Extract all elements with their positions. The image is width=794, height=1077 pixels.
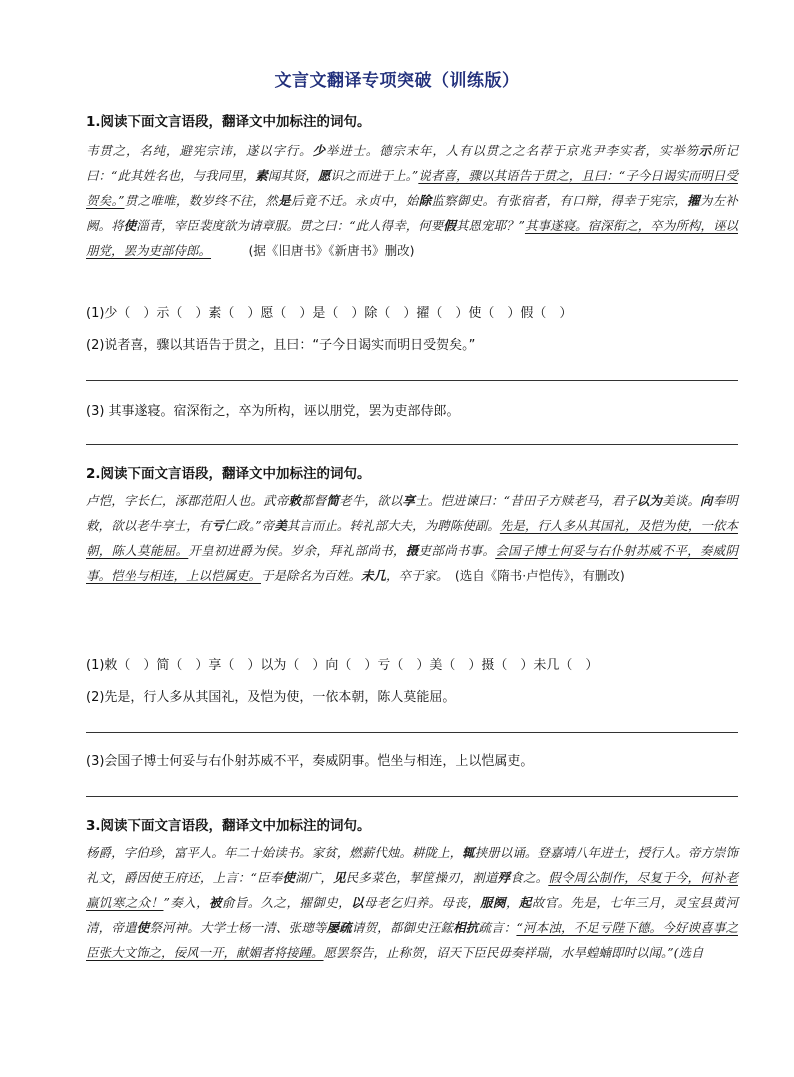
question-1-sentence-2: (2)说者喜，骤以其语告于贯之，且曰：“子今日谒实而明日受贺矣。” bbox=[86, 338, 476, 353]
question-3-passage: 杨爵，字伯珍，富平人。年二十始读书。家贫，燃薪代烛。耕陇上，辄挟册以诵。登嘉靖八年进士，授行人。帝方崇饰礼文，爵因使王府还，上言：“臣奉使湖广，见民多菜色，挈筐操刃，割道殍食之。假令周公制作，尽复于今，何补老羸饥寒之众！”奏入，被俞旨。久之，擢御史，以母老乞归养。母丧，服阕，起故官。先是，七年三月，灵宝县黄河清，帝遣使祭河神。大学士杨一清、张璁等屡疏请贺，都御史汪鋐相抗疏言：“河本浊，不足亏陛下德。今好谀喜事之臣张大文饰之，佞风一开，献媚者将接踵。愿罢祭告，止称贺，诏天下臣民毋奏祥瑞，水旱蝗蝻即时以闻。”(选自 bbox=[86, 845, 738, 960]
source-citation: (选自《隋书·卢恺传》，有删改) bbox=[454, 568, 625, 583]
answer-line[interactable] bbox=[86, 732, 738, 733]
marked-sentence: “河本浊，不足亏陛下德。今好谀喜事之臣张大文饰之，佞风一开，献媚者将接踵。 bbox=[86, 920, 738, 960]
marked-sentence: 假令周公制作，尽复于今，何补老羸饥寒之众！ bbox=[86, 870, 738, 910]
question-1-heading: 1.阅读下面文言语段，翻译文中加标注的词句。 bbox=[86, 114, 371, 130]
page-title: 文言文翻译专项突破（训练版） bbox=[274, 71, 520, 91]
question-1-passage: 韦贯之，名纯，避宪宗讳，遂以字行。少举进士。德宗末年，人有以贯之之名荐于京兆尹李实者，实举笏示所记曰：“此其姓名也，与我同里，素闻其贤，愿识之而进于上。”说者喜，骤以其语告于贯之，且曰：“子今日谒实而明日受贺矣。”贯之唯唯，数岁终不往，然是后竟不迁。永贞中，始除监察御史。有张宿者，有口辩，得幸于宪宗，擢为左补阙。将使淄青，宰臣裴度欲为请章服。贯之曰：“此人得幸，何要假其恩宠耶？”其事遂寝。宿深衔之，卒为所构，诬以朋党，罢为吏部侍郎。 (据《旧唐书》《新唐书》删改) bbox=[86, 143, 738, 258]
question-1-word-blanks: (1)少（ ）示（ ）素（ ）愿（ ）是（ ）除（ ）擢（ ）使（ ）假（ ） bbox=[86, 306, 573, 321]
answer-line[interactable] bbox=[86, 380, 738, 381]
question-1-sentence-3: (3) 其事遂寝。宿深衔之，卒为所构，诬以朋党，罢为吏部侍郎。 bbox=[86, 404, 460, 419]
marked-sentence: 说者喜，骤以其语告于贯之，且曰：“子今日谒实而明日受贺矣。” bbox=[86, 168, 738, 208]
question-3-heading: 3.阅读下面文言语段，翻译文中加标注的词句。 bbox=[86, 818, 371, 834]
answer-line[interactable] bbox=[86, 796, 738, 797]
marked-sentence: 先是，行人多从其国礼，及恺为使，一依本朝，陈人莫能屈。 bbox=[86, 518, 738, 558]
marked-sentence: 会国子博士何妥与右仆射苏威不平，奏威阴事。恺坐与相连，上以恺属吏。 bbox=[86, 543, 738, 583]
question-2-sentence-2: (2)先是，行人多从其国礼，及恺为使，一依本朝，陈人莫能屈。 bbox=[86, 690, 456, 705]
source-citation: (据《旧唐书》《新唐书》删改) bbox=[248, 243, 415, 258]
question-2-word-blanks: (1)敕（ ）简（ ）享（ ）以为（ ）向（ ）亏（ ）美（ ）摄（ ）未几（ ） bbox=[86, 658, 599, 673]
marked-sentence: 其事遂寝。宿深衔之，卒为所构，诬以朋党，罢为吏部侍郎。 bbox=[86, 218, 738, 258]
question-2-passage: 卢恺，字长仁，涿郡范阳人也。武帝敕都督简老牛，欲以享士。恺进谏曰：“昔田子方赎老马，君子以为美谈。向奉明敕，欲以老牛享士，有亏仁政。”帝美其言而止。转礼部大夫，为聘陈使副。先是，行人多从其国礼，及恺为使，一依本朝，陈人莫能屈。开皇初进爵为侯。岁余，拜礼部尚书，摄吏部尚书事。会国子博士何妥与右仆射苏威不平，奏威阴事。恺坐与相连，上以恺属吏。于是除名为百姓。未几，卒于家。 (选自《隋书·卢恺传》，有删改) bbox=[86, 493, 738, 583]
question-2-sentence-3: (3)会国子博士何妥与右仆射苏威不平，奏威阴事。恺坐与相连，上以恺属吏。 bbox=[86, 754, 534, 769]
question-2-heading: 2.阅读下面文言语段，翻译文中加标注的词句。 bbox=[86, 466, 371, 482]
answer-line[interactable] bbox=[86, 444, 738, 445]
